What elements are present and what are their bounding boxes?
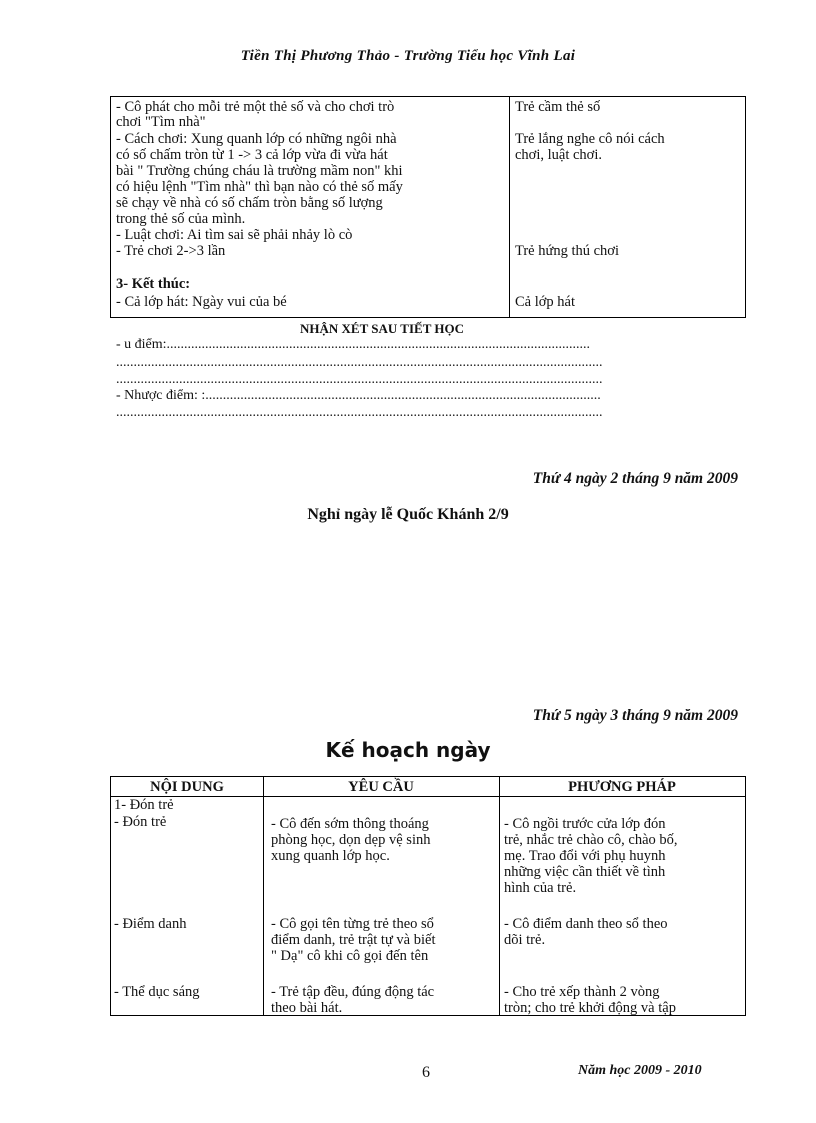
row-requirement: - Trẻ tập đều, đúng động tác: [271, 984, 435, 1000]
activity-text: - Cô phát cho mỗi trẻ một thẻ số và cho chơi trò: [116, 99, 395, 115]
row-method: trẻ, nhắc trẻ chào cô, chào bố,: [504, 832, 678, 848]
row-method: hình của trẻ.: [504, 880, 577, 896]
date-heading: Thứ 5 ngày 3 tháng 9 năm 2009: [532, 707, 738, 724]
row-requirement: theo bài hát.: [271, 1000, 343, 1016]
row-method: những việc cần thiết về tình: [504, 864, 666, 880]
column-divider: [263, 777, 264, 1015]
section-label: 1- Đón trẻ: [114, 797, 174, 813]
activity-text: - Cách chơi: Xung quanh lớp có những ngôi nhà: [116, 131, 397, 147]
child-response: Trẻ cầm thẻ số: [515, 99, 601, 115]
review-dots: ...........................................................................................................................................: [116, 405, 603, 420]
child-response: Trẻ hứng thú chơi: [515, 243, 620, 259]
column-header: PHƯƠNG PHÁP: [568, 779, 676, 795]
review-dots: ...........................................................................................................................................: [116, 372, 603, 387]
review-dots: ...........................................................................................................................................: [116, 355, 603, 370]
column-divider: [509, 97, 510, 317]
plan-title: Kế hoạch ngày: [325, 738, 491, 762]
activity-text: - Cả lớp hát: Ngày vui của bé: [116, 294, 287, 310]
activity-table: [110, 96, 746, 318]
activity-text: trong thẻ số của mình.: [116, 211, 246, 227]
column-header: NỘI DUNG: [150, 779, 224, 795]
row-requirement: - Cô đến sớm thông thoáng: [271, 816, 429, 832]
activity-text: bài " Trường chúng cháu là trường mầm non" khi: [116, 163, 403, 179]
child-response: Trẻ lắng nghe cô nói cách: [515, 131, 665, 147]
activity-text: - Trẻ chơi 2->3 lần: [116, 243, 226, 259]
column-divider: [499, 777, 500, 1015]
activity-text: chơi "Tìm nhà": [116, 114, 206, 130]
row-method: dõi trẻ.: [504, 932, 546, 948]
row-content: - Điểm danh: [114, 916, 187, 932]
plan-table: [110, 776, 746, 1016]
activity-text: có số chấm tròn từ 1 -> 3 cả lớp vừa đi vừa hát: [116, 147, 388, 163]
row-method: tròn; cho trẻ khởi động và tập: [504, 1000, 676, 1016]
holiday-note: Nghỉ ngày lễ Quốc Khánh 2/9: [307, 506, 509, 523]
school-year: Năm học 2009 - 2010: [578, 1063, 702, 1078]
header-divider: [111, 796, 745, 797]
row-content: - Thể dục sáng: [114, 984, 200, 1000]
activity-text: có hiệu lệnh "Tìm nhà" thì bạn nào có thẻ số mấy: [116, 179, 403, 195]
row-requirement: " Dạ" cô khi cô gọi đến tên: [271, 948, 429, 964]
row-requirement: phòng học, dọn dẹp vệ sinh: [271, 832, 431, 848]
review-advantage: - u điểm:.........................................................................................................................: [116, 337, 591, 352]
row-requirement: xung quanh lớp học.: [271, 848, 390, 864]
column-header: YÊU CẦU: [348, 779, 414, 795]
row-method: mẹ. Trao đổi với phụ huynh: [504, 848, 666, 864]
row-requirement: - Cô gọi tên từng trẻ theo sổ: [271, 916, 434, 932]
row-method: - Cô điểm danh theo sổ theo: [504, 916, 668, 932]
row-requirement: điểm danh, trẻ trật tự và biết: [271, 932, 436, 948]
row-method: - Cô ngồi trước cửa lớp đón: [504, 816, 666, 832]
activity-text: sẽ chạy về nhà có số chấm tròn bằng số lượng: [116, 195, 383, 211]
child-response: Cả lớp hát: [515, 294, 576, 310]
date-heading: Thứ 4 ngày 2 tháng 9 năm 2009: [532, 470, 738, 487]
child-response: chơi, luật chơi.: [515, 147, 603, 163]
section-heading: 3- Kết thúc:: [116, 276, 191, 292]
row-method: - Cho trẻ xếp thành 2 vòng: [504, 984, 660, 1000]
page-header: Tiền Thị Phương Thảo - Trường Tiểu học Vĩnh Lai: [240, 48, 576, 64]
page-number: 6: [422, 1064, 430, 1081]
row-content: - Đón trẻ: [114, 814, 167, 830]
review-title: NHẬN XÉT SAU TIẾT HỌC: [300, 321, 464, 336]
activity-text: - Luật chơi: Ai tìm sai sẽ phải nhảy lò cò: [116, 227, 353, 243]
review-drawback: - Nhược điểm: :.................................................................................................................: [116, 388, 601, 403]
